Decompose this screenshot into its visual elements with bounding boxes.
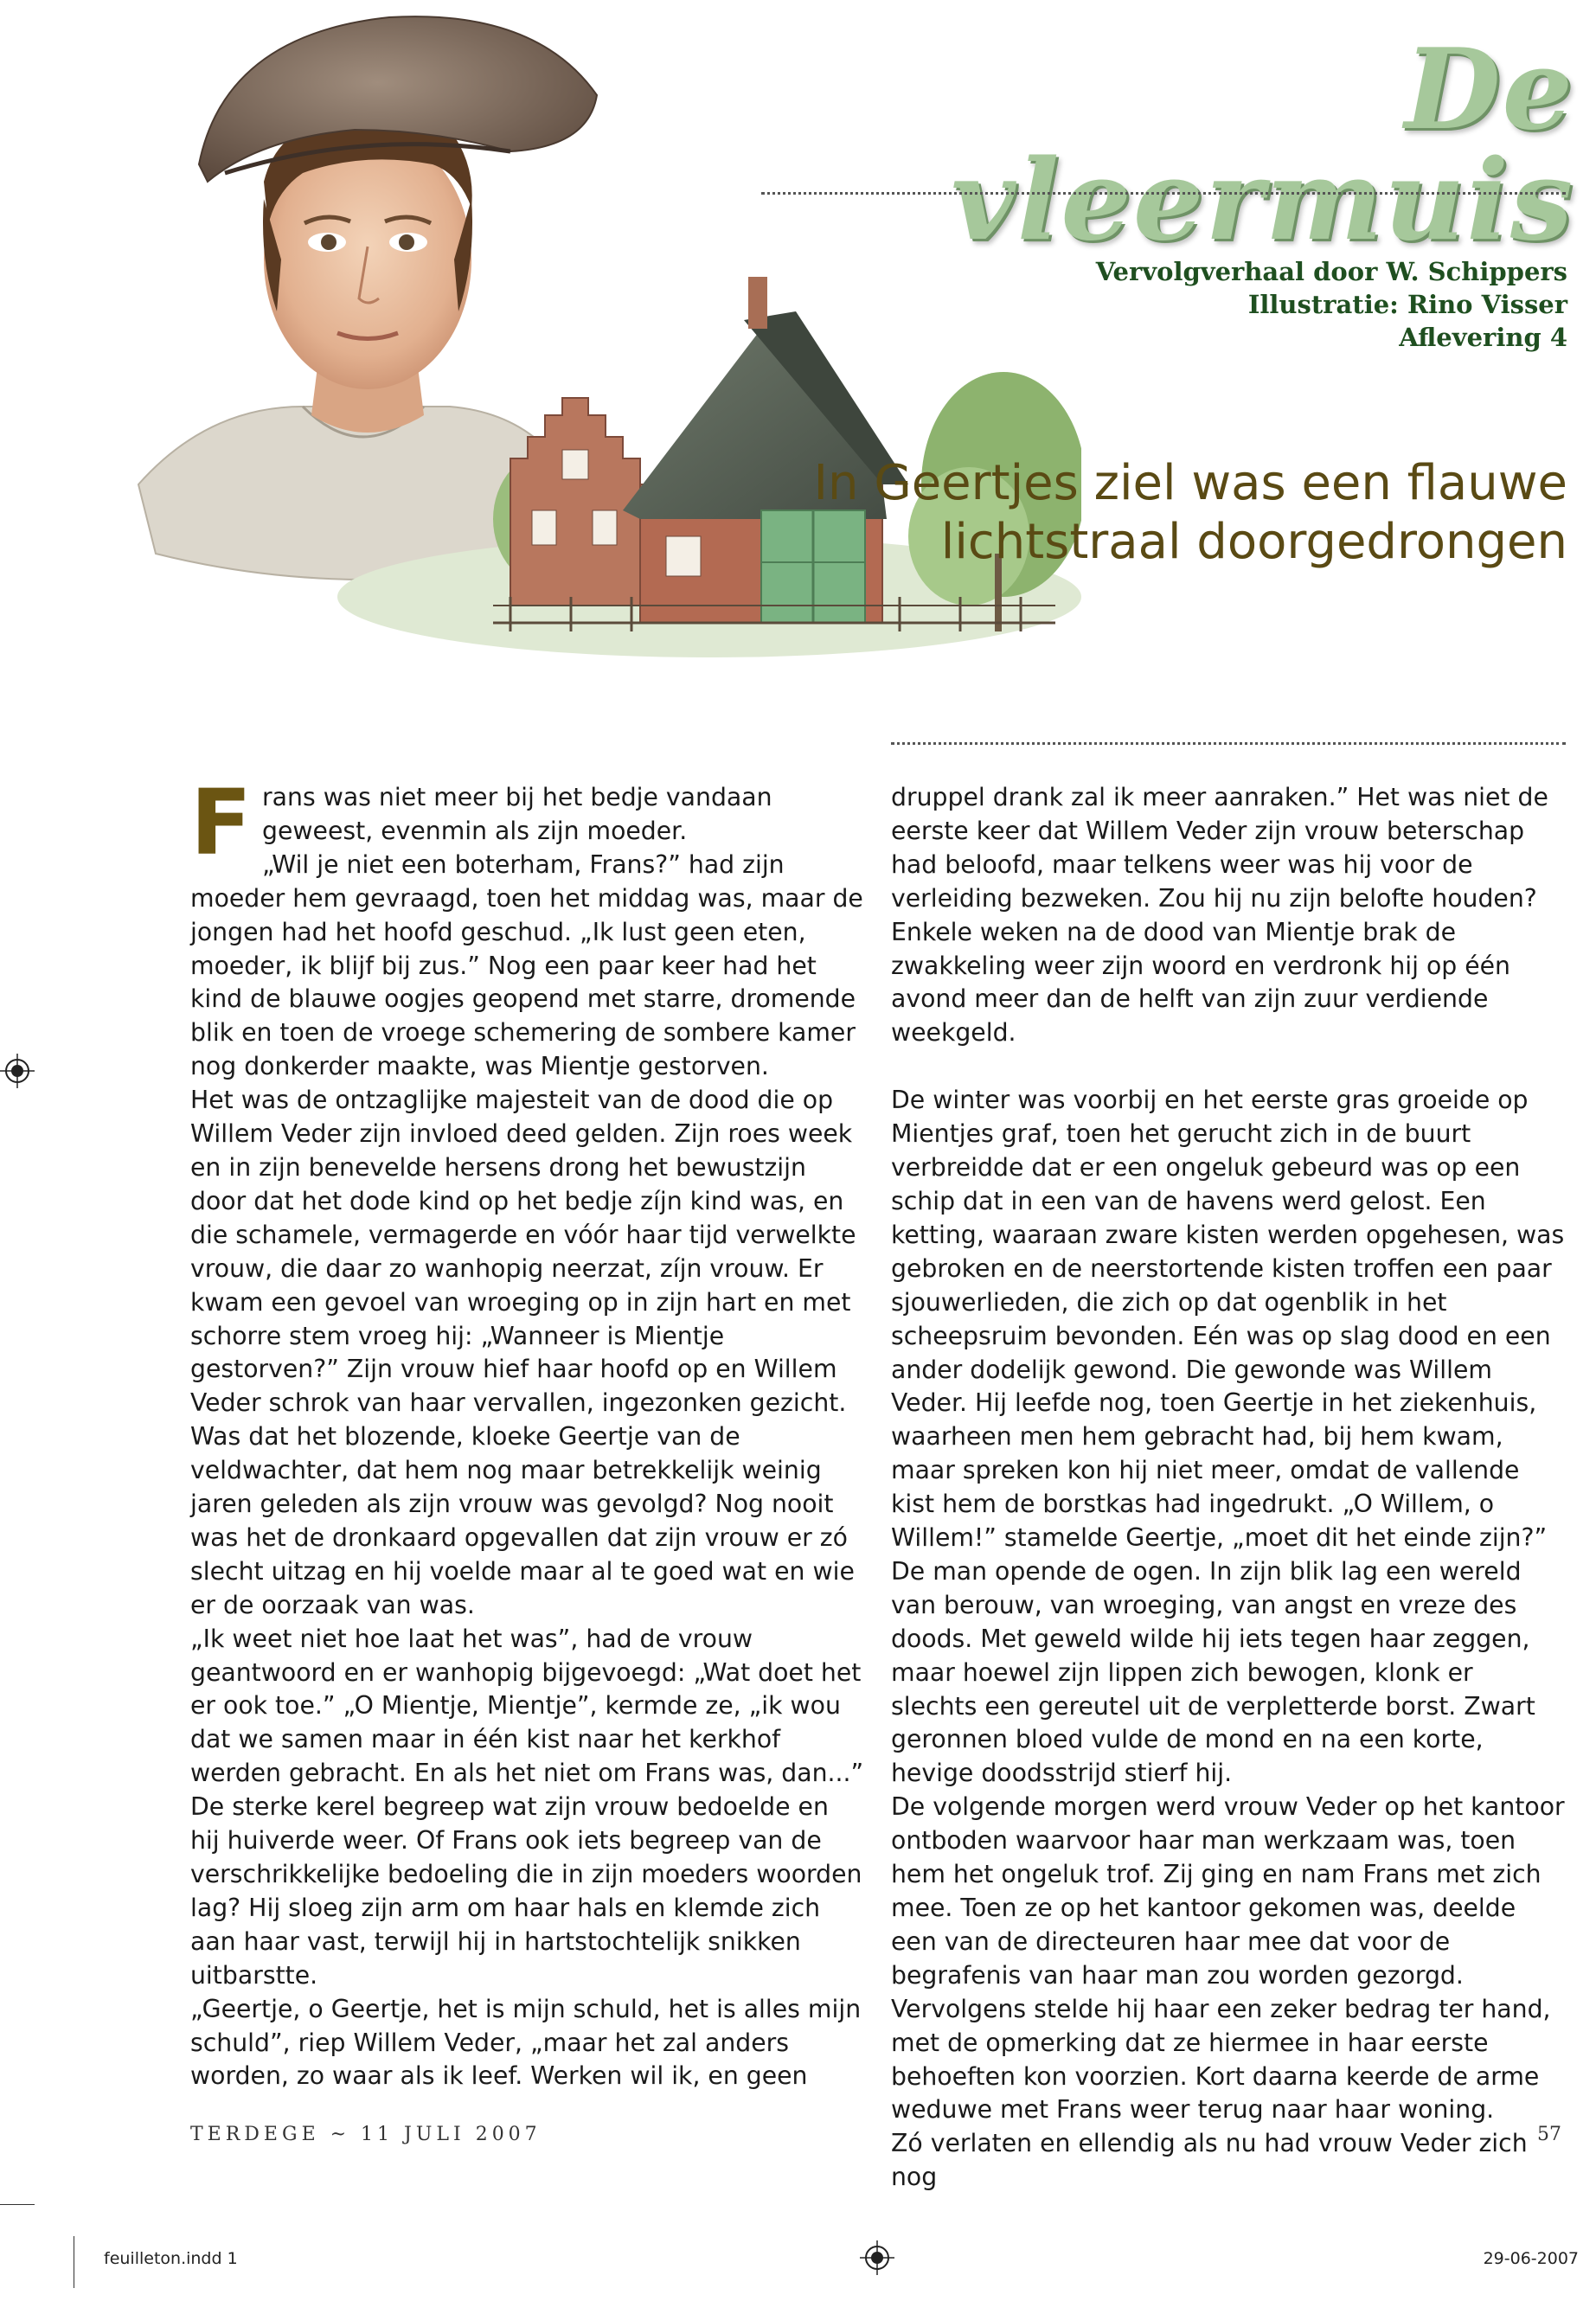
article-column-left — [190, 770, 865, 2093]
article-credits — [1096, 255, 1567, 354]
paragraph — [190, 770, 865, 875]
registration-mark-left — [0, 1054, 35, 1088]
paragraph: „Wil je niet een boterham, Frans?” had zijn moeder hem gevraagd, toen het middag was, maar de jongen had het hoofd geschud. „Ik lust geen eten, moeder, ik blijf bij zus.” Nog een paar keer had het kind de blauwe oogjes geopend met starre, dromende blik en toen de vroege schemering de sombere kamer nog donkerder maakte, was Mientje gestorven. — [190, 849, 863, 1081]
article-headline: In Geertjes ziel was een flauwe lichtstraal doorgedrongen — [813, 455, 1567, 570]
crop-mark-horizontal — [0, 2204, 35, 2205]
paragraph: De sterke kerel begreep wat zijn vrouw bedoelde en hij huiverde weer. Of Frans ook iets begreep van de verschrikkelijke bedoeling die in zijn moeders woorden lag? Hij sloeg zijn arm om haar hals en klemde zich aan haar vast, terwijl hij in hartstochtelijk snikken uitbarstte. — [190, 1792, 862, 1990]
credit-illustrator: Illustratie: Rino Visser — [1247, 290, 1567, 319]
paragraph: De volgende morgen werd vrouw Veder op het kantoor ontboden waarvoor haar man werkzaam was, toen hem het ongeluk trof. Zij ging en nam Frans met zich mee. Toen ze op het kantoor gekomen was, deelde een van de directeuren haar mee dat voor de begrafenis van haar man zou worden gezorgd. Vervolgens stelde hij haar een zeker bedrag ter hand, met de opmerking dat ze hiermee in haar eerste behoeften kon voorzien. Kort daarna keerde de arme weduwe met Frans weer terug naar haar woning. — [891, 1792, 1565, 2125]
paragraph: „Ik weet niet hoe laat het was”, had de vrouw geantwoord en er wanhopig bijgevoegd: „Wat doet het er ook toe.” „O Mientje, Mientje”, kermde ze, „ik wou dat we samen maar in één kist naar het kerkhof werden gebracht. En als het niet om Frans was, dan...” — [190, 1624, 864, 1788]
drop-cap: F — [190, 770, 253, 875]
slug-filename: feuilleton.indd 1 — [104, 2249, 238, 2268]
credit-episode: Aflevering 4 — [1399, 323, 1567, 352]
title-divider — [761, 192, 1566, 195]
footer-magazine-date: TERDEGE ~ 11 JULI 2007 — [190, 2124, 542, 2145]
credit-author: Vervolgverhaal door W. Schippers — [1095, 257, 1567, 286]
article-column-right — [891, 781, 1566, 2195]
slug-date: 29-06-2007 — [1483, 2249, 1579, 2268]
paragraph: druppel drank zal ik meer aanraken.” Het was niet de eerste keer dat Willem Veder zijn vrouw beterschap had beloofd, maar telkens weer was hij voor de verleiding bezweken. Zou hij nu zijn belofte houden? Enkele weken na de dood van Mientje brak de zwakkeling weer zijn woord en verdronk hij op één avond meer dan de helft van zijn zuur verdiende weekgeld. — [891, 783, 1548, 1048]
paragraph-text: rans was niet meer bij het bedje vandaan geweest, evenmin als zijn moeder. — [262, 783, 772, 845]
paragraph: De winter was voorbij en het eerste gras groeide op Mientjes graf, toen het gerucht zich in de buurt verbreidde dat er een ongeluk gebeurd was op een schip dat in een van de havens werd gelost. Een ketting, waaraan zware kisten werden opgehesen, was gebroken en de neerstortende kisten troffen een paar sjouwerlieden, die zich op dat ogenblik in het scheepsruim bevonden. Eén was op slag dood en een ander dodelijk gewond. Die gewonde was Willem Veder. Hij leefde nog, toen Geertje in het ziekenhuis, waarheen men hem gebracht had, bij hem kwam, maar spreken kon hij niet meer, omdat de vallende kist hem de borstkas had ingedrukt. „O Willem, o Willem!” stamelde Geertje, „moet dit het einde zijn?” De man opende de ogen. In zijn blik lag een wereld van berouw, van wroeging, van angst en vreze des doods. Met geweld wilde hij iets tegen haar zeggen, maar hoewel zijn lippen zich bewogen, klonk er slechts een gereutel uit de verpletterde borst. Zwart geronnen bloed vulde de mond en na een korte, hevige doodsstrijd stierf hij. — [891, 1086, 1565, 1788]
footer-page-number: 57 — [1537, 2124, 1561, 2145]
registration-mark-bottom — [860, 2240, 894, 2275]
paragraph: Zó verlaten en ellendig als nu had vrouw Veder zich nog — [891, 2129, 1528, 2192]
paragraph: „Geertje, o Geertje, het is mijn schuld, het is alles mijn schuld”, riep Willem Veder, „maar het zal anders worden, zo waar als ik leef. Werken wil ik, en geen — [190, 1994, 862, 2091]
paragraph: Het was de ontzaglijke majesteit van de dood die op Willem Veder zijn invloed deed gelden. Zijn roes week en in zijn benevelde hersens drong het bewustzijn door dat het dode kind op het bedje zíjn kind was, en die schamele, vermagerde en vóór haar tijd verwelkte vrouw, die daar zo wanhopig neerzat, zíjn vrouw. Er kwam een gevoel van wroeging op in zijn hart en met schorre stem vroeg hij: „Wanneer is Mientje gestorven?” Zijn vrouw hief haar hoofd op en Willem Veder schrok van haar vervallen, ingezonken gezicht. Was dat het blozende, kloeke Geertje van de veldwachter, dat hem nog maar betrekkelijk weinig jaren geleden als zijn vrouw was gevolgd? Nog nooit was het de dronkaard opgevallen dat zijn vrouw er zó slecht uitzag en hij voelde maar al te goed wat en wie er de oorzaak van was. — [190, 1086, 856, 1619]
headline-divider — [891, 742, 1566, 745]
article-series-title: De vleermuis — [951, 25, 1574, 266]
